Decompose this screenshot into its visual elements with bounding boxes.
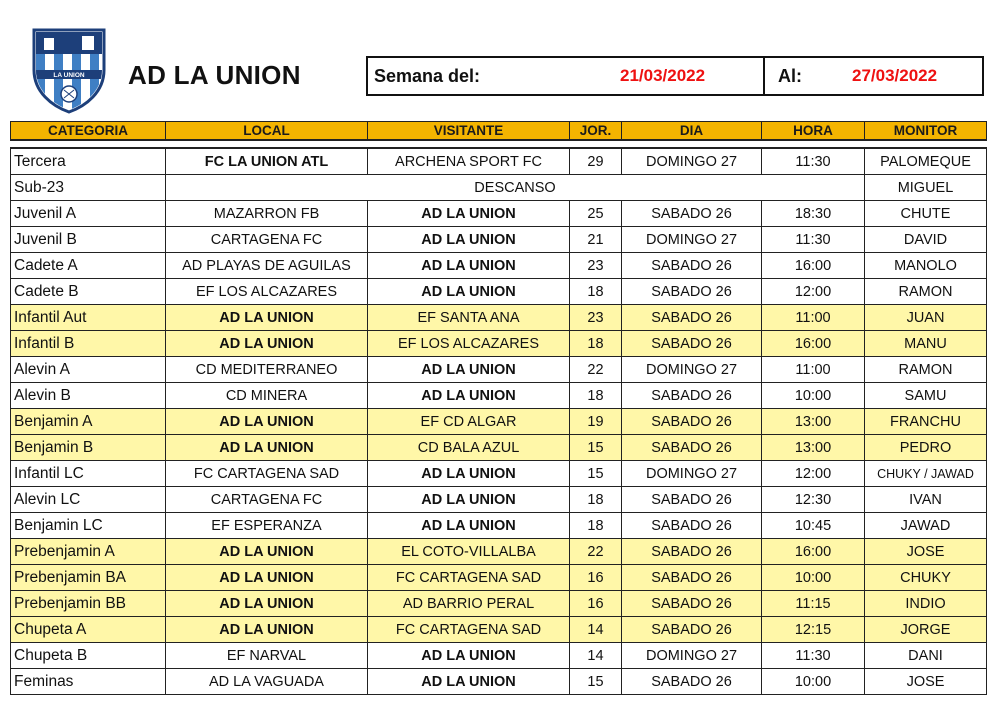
cell-jornada: 19 [570,409,622,435]
cell-jornada: 25 [570,201,622,227]
cell-categoria: Cadete B [11,279,166,305]
table-row [11,175,987,201]
cell-dia: DOMINGO 27 [622,148,762,175]
cell-categoria: Sub-23 [11,175,166,201]
cell-hora: 12:30 [762,487,865,513]
cell-local: AD LA UNION [166,435,368,461]
table-row [11,617,987,643]
cell-local: AD LA UNION [166,617,368,643]
cell-visitante: AD BARRIO PERAL [368,591,570,617]
cell-visitante: AD LA UNION [368,461,570,487]
cell-visitante: AD LA UNION [368,383,570,409]
to-label: Al: [778,65,802,86]
cell-visitante: FC CARTAGENA SAD [368,617,570,643]
cell-monitor: MANU [865,331,987,357]
cell-visitante: EF LOS ALCAZARES [368,331,570,357]
cell-monitor: JOSE [865,669,987,695]
cell-local: AD PLAYAS DE AGUILAS [166,253,368,279]
cell-monitor: JORGE [865,617,987,643]
cell-local: AD LA UNION [166,539,368,565]
cell-local: AD LA UNION [166,565,368,591]
cell-monitor: CHUKY [865,565,987,591]
cell-visitante: AD LA UNION [368,227,570,253]
week-start-date: 21/03/2022 [620,66,706,85]
cell-jornada: 23 [570,253,622,279]
table-row [11,305,987,331]
table-row [11,253,987,279]
cell-monitor: PEDRO [865,435,987,461]
cell-hora: 12:00 [762,461,865,487]
col-header-monitor: MONITOR [865,122,987,141]
table-row [11,513,987,539]
cell-categoria: Cadete A [11,253,166,279]
cell-dia: SABADO 26 [622,565,762,591]
cell-local: AD LA UNION [166,591,368,617]
cell-local: CARTAGENA FC [166,487,368,513]
cell-hora: 10:45 [762,513,865,539]
cell-dia: SABADO 26 [622,331,762,357]
club-name: AD LA UNION [128,60,301,90]
table-row [11,201,987,227]
cell-dia: SABADO 26 [622,435,762,461]
week-range-box [366,56,984,96]
cell-dia: SABADO 26 [622,409,762,435]
cell-local: MAZARRON FB [166,201,368,227]
cell-local: AD LA UNION [166,331,368,357]
cell-categoria: Feminas [11,669,166,695]
cell-categoria: Prebenjamin BB [11,591,166,617]
cell-hora: 11:30 [762,227,865,253]
cell-monitor: SAMU [865,383,987,409]
cell-jornada: 18 [570,487,622,513]
cell-visitante: AD LA UNION [368,253,570,279]
cell-dia: SABADO 26 [622,305,762,331]
cell-monitor: FRANCHU [865,409,987,435]
cell-categoria: Infantil B [11,331,166,357]
cell-hora: 10:00 [762,383,865,409]
week-label: Semana del: [374,65,481,86]
cell-jornada: 22 [570,357,622,383]
cell-visitante: AD LA UNION [368,279,570,305]
cell-categoria: Prebenjamin A [11,539,166,565]
cell-dia: SABADO 26 [622,487,762,513]
cell-monitor: INDIO [865,591,987,617]
cell-monitor: CHUTE [865,201,987,227]
cell-monitor: DANI [865,643,987,669]
cell-dia: DOMINGO 27 [622,461,762,487]
cell-jornada: 21 [570,227,622,253]
table-row [11,331,987,357]
cell-descanso: DESCANSO [166,175,865,201]
cell-categoria: Tercera [11,148,166,175]
cell-local: CD MEDITERRANEO [166,357,368,383]
cell-monitor: MANOLO [865,253,987,279]
cell-local: EF LOS ALCAZARES [166,279,368,305]
cell-visitante: EF CD ALGAR [368,409,570,435]
cell-dia: SABADO 26 [622,383,762,409]
cell-dia: SABADO 26 [622,669,762,695]
col-header-jornada: JOR. [570,122,622,141]
table-row [11,435,987,461]
cell-jornada: 22 [570,539,622,565]
cell-hora: 11:00 [762,357,865,383]
cell-monitor: RAMON [865,357,987,383]
cell-dia: DOMINGO 27 [622,357,762,383]
cell-jornada: 16 [570,565,622,591]
cell-monitor: RAMON [865,279,987,305]
cell-jornada: 14 [570,617,622,643]
cell-local: CD MINERA [166,383,368,409]
cell-hora: 13:00 [762,409,865,435]
cell-categoria: Alevin B [11,383,166,409]
table-row [11,227,987,253]
cell-jornada: 16 [570,591,622,617]
cell-monitor: PALOMEQUE [865,148,987,175]
table-row [11,643,987,669]
table-row [11,461,987,487]
week-end-date: 27/03/2022 [852,66,938,85]
cell-local: CARTAGENA FC [166,227,368,253]
table-row [11,591,987,617]
table-row [11,148,987,175]
cell-hora: 11:30 [762,643,865,669]
cell-jornada: 14 [570,643,622,669]
cell-hora: 11:00 [762,305,865,331]
cell-categoria: Infantil Aut [11,305,166,331]
table-row [11,383,987,409]
cell-categoria: Benjamin A [11,409,166,435]
cell-monitor: JUAN [865,305,987,331]
table-row [11,357,987,383]
cell-jornada: 18 [570,331,622,357]
crest-text: LA UNION [53,72,85,79]
cell-local: EF ESPERANZA [166,513,368,539]
table-header-row [11,122,987,141]
cell-visitante: EF SANTA ANA [368,305,570,331]
cell-visitante: AD LA UNION [368,201,570,227]
cell-categoria: Benjamin LC [11,513,166,539]
cell-jornada: 18 [570,383,622,409]
cell-jornada: 15 [570,461,622,487]
cell-local: AD LA VAGUADA [166,669,368,695]
table-row [11,279,987,305]
cell-categoria: Chupeta B [11,643,166,669]
cell-jornada: 29 [570,148,622,175]
cell-hora: 12:00 [762,279,865,305]
cell-visitante: AD LA UNION [368,669,570,695]
cell-hora: 10:00 [762,565,865,591]
cell-hora: 16:00 [762,253,865,279]
cell-hora: 13:00 [762,435,865,461]
club-crest-logo [30,26,108,114]
cell-monitor: MIGUEL [865,175,987,201]
col-header-categoria: CATEGORIA [11,122,166,141]
table-row [11,669,987,695]
cell-visitante: AD LA UNION [368,487,570,513]
table-row [11,565,987,591]
cell-categoria: Juvenil A [11,201,166,227]
cell-monitor: DAVID [865,227,987,253]
table-row [11,539,987,565]
cell-jornada: 18 [570,279,622,305]
cell-categoria: Alevin LC [11,487,166,513]
table-row [11,487,987,513]
cell-dia: SABADO 26 [622,201,762,227]
cell-hora: 12:15 [762,617,865,643]
cell-jornada: 23 [570,305,622,331]
cell-dia: DOMINGO 27 [622,643,762,669]
cell-categoria: Alevin A [11,357,166,383]
cell-visitante: EL COTO-VILLALBA [368,539,570,565]
cell-visitante: FC CARTAGENA SAD [368,565,570,591]
cell-monitor: IVAN [865,487,987,513]
cell-monitor: JAWAD [865,513,987,539]
col-header-local: LOCAL [166,122,368,141]
cell-visitante: CD BALA AZUL [368,435,570,461]
cell-jornada: 15 [570,669,622,695]
cell-local: AD LA UNION [166,409,368,435]
cell-hora: 11:15 [762,591,865,617]
col-header-hora: HORA [762,122,865,141]
cell-visitante: AD LA UNION [368,357,570,383]
cell-local: EF NARVAL [166,643,368,669]
cell-hora: 10:00 [762,669,865,695]
col-header-dia: DIA [622,122,762,141]
cell-categoria: Juvenil B [11,227,166,253]
cell-visitante: ARCHENA SPORT FC [368,148,570,175]
cell-dia: DOMINGO 27 [622,227,762,253]
col-header-visitante: VISITANTE [368,122,570,141]
cell-dia: SABADO 26 [622,253,762,279]
cell-dia: SABADO 26 [622,617,762,643]
cell-hora: 16:00 [762,539,865,565]
cell-jornada: 15 [570,435,622,461]
match-schedule-table [10,121,987,695]
cell-dia: SABADO 26 [622,513,762,539]
cell-visitante: AD LA UNION [368,513,570,539]
cell-categoria: Prebenjamin BA [11,565,166,591]
cell-hora: 16:00 [762,331,865,357]
cell-local: AD LA UNION [166,305,368,331]
cell-hora: 18:30 [762,201,865,227]
cell-categoria: Chupeta A [11,617,166,643]
cell-monitor: CHUKY / JAWAD [865,461,987,487]
cell-hora: 11:30 [762,148,865,175]
cell-categoria: Infantil LC [11,461,166,487]
cell-categoria: Benjamin B [11,435,166,461]
cell-dia: SABADO 26 [622,591,762,617]
cell-dia: SABADO 26 [622,539,762,565]
cell-visitante: AD LA UNION [368,643,570,669]
cell-dia: SABADO 26 [622,279,762,305]
cell-local: FC LA UNION ATL [166,148,368,175]
cell-jornada: 18 [570,513,622,539]
table-row [11,409,987,435]
cell-monitor: JOSE [865,539,987,565]
cell-local: FC CARTAGENA SAD [166,461,368,487]
